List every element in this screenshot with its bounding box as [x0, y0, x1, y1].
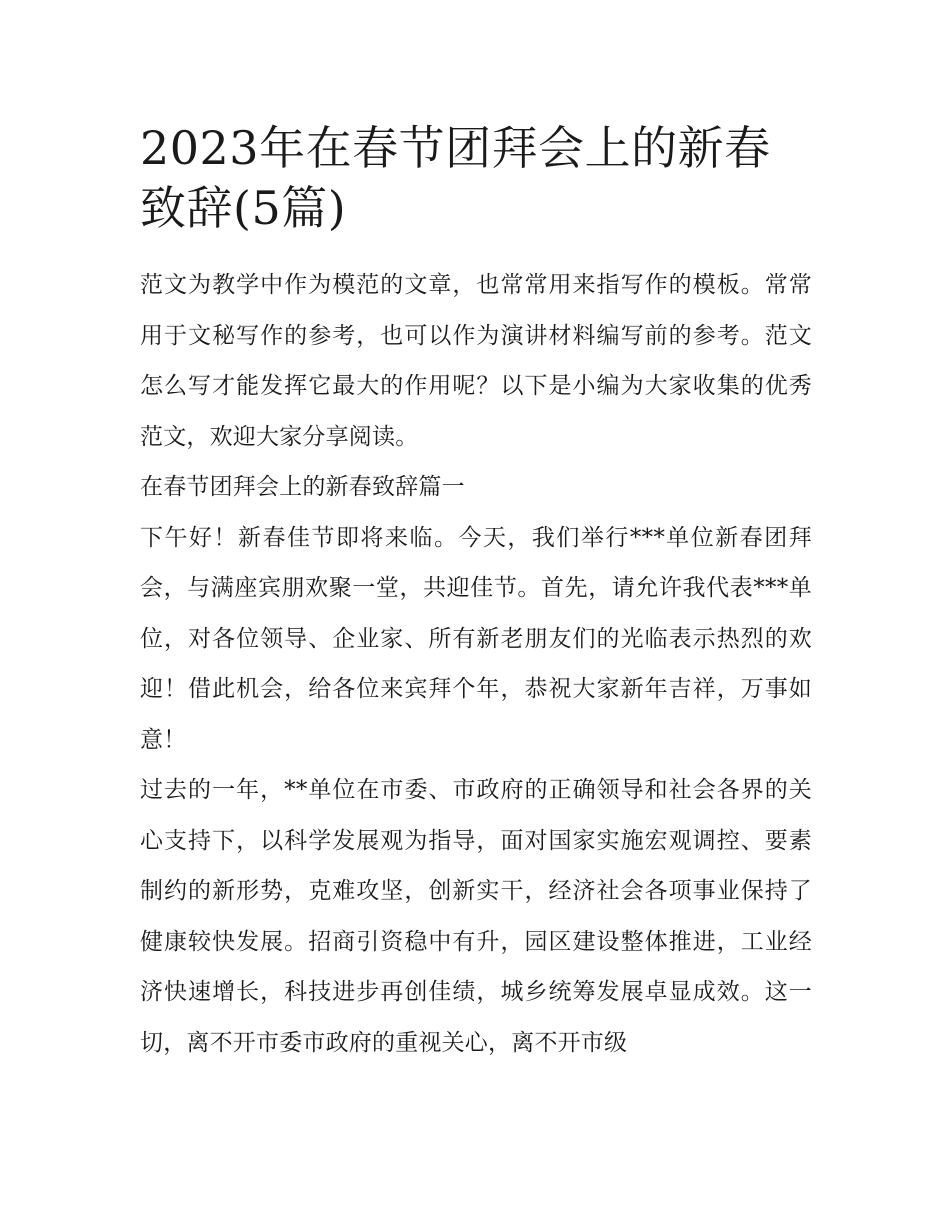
- body-paragraph: 下午好！新春佳节即将来临。今天，我们举行***单位新春团拜会，与满座宾朋欢聚一堂，共迎佳节。首先，请允许我代表***单位，对各位领导、企业家、所有新老朋友们的光临表示热烈的欢迎！借此机会，给各位来宾拜个年，恭祝大家新年吉祥，万事如意！: [140, 524, 812, 753]
- intro-paragraph: 范文为教学中作为模范的文章，也常常用来指写作的模板。常常用于文秘写作的参考，也可以作为演讲材料编写前的参考。范文怎么写才能发挥它最大的作用呢？以下是小编为大家收集的优秀范文，欢迎大家分享阅读。: [140, 272, 812, 450]
- section-heading: 在春节团拜会上的新春致辞篇一: [140, 474, 465, 500]
- document-title: 2023年在春节团拜会上的新春致辞(5篇): [140, 121, 771, 235]
- document-page: [140, 118, 812, 1068]
- body-paragraph: 过去的一年，**单位在市委、市政府的正确领导和社会各界的关心支持下，以科学发展观为指导，面对国家实施宏观调控、要素制约的新形势，克难攻坚，创新实干，经济社会各项事业保持了健康较快发展。招商引资稳中有升，园区建设整体推进，工业经济快速增长，科技进步再创佳绩，城乡统筹发展卓显成效。这一切，离不开市委市政府的重视关心，离不开市级: [140, 777, 812, 1056]
